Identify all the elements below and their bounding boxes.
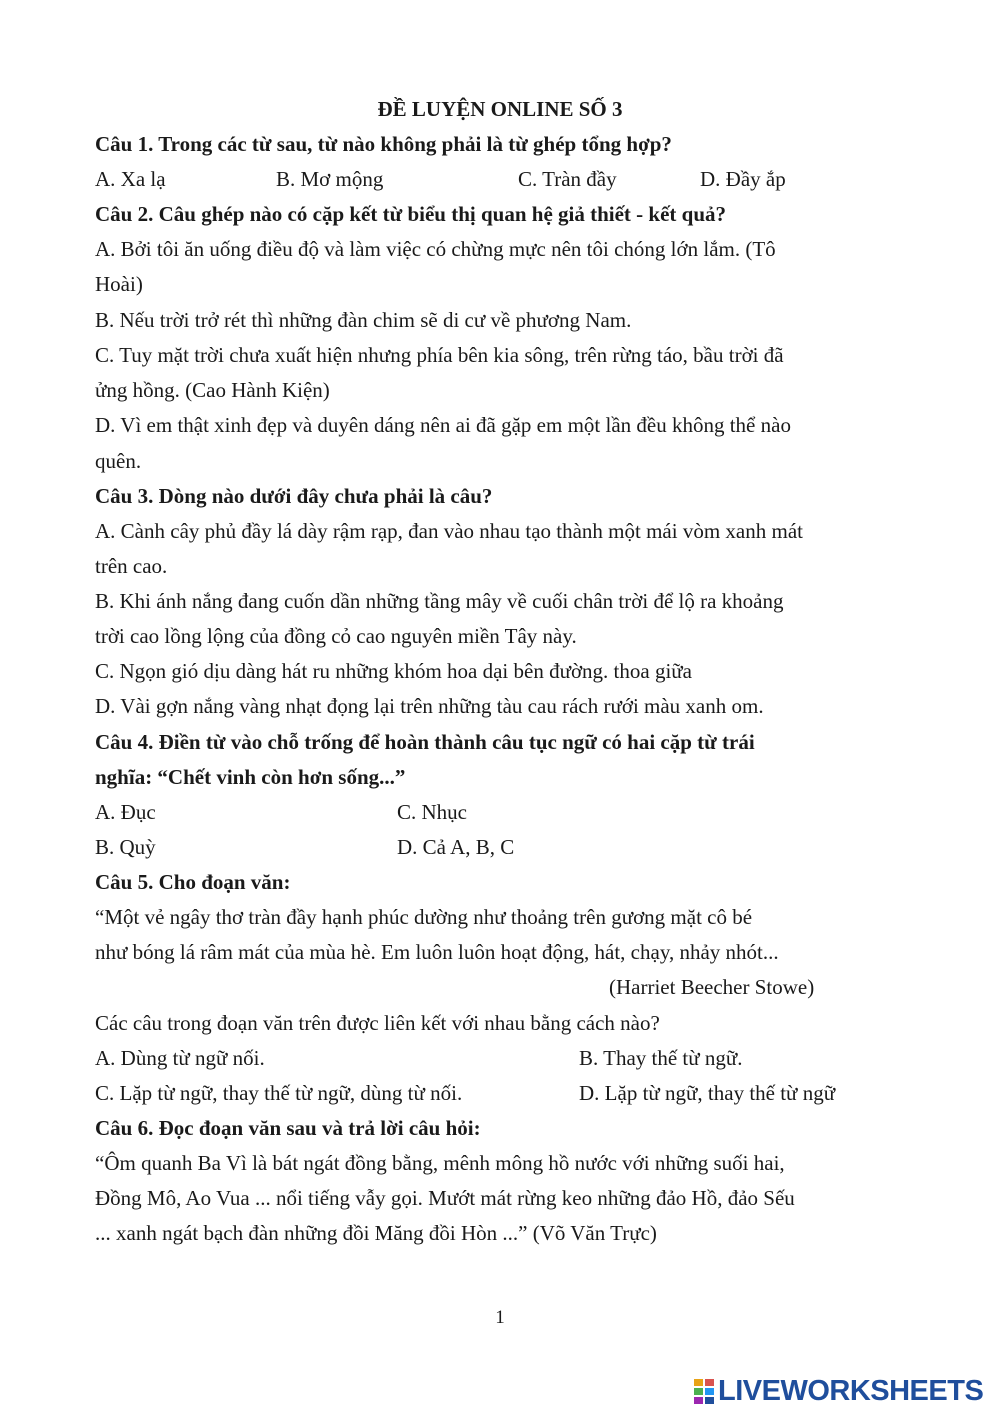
question-2-option-c-cont: ửng hồng. (Cao Hành Kiện) <box>95 378 330 402</box>
question-1-prompt: Câu 1. Trong các từ sau, từ nào không phải là từ ghép tổng hợp? <box>95 132 672 156</box>
question-4-option-c: C. Nhục <box>397 800 467 824</box>
question-3-option-a: A. Cành cây phủ đầy lá dày rậm rạp, đan vào nhau tạo thành một mái vòm xanh mát <box>95 519 803 543</box>
question-5-prompt: Câu 5. Cho đoạn văn: <box>95 870 291 894</box>
question-5-passage: “Một vẻ ngây thơ tràn đầy hạnh phúc dường như thoảng trên gương mặt cô bé <box>95 905 753 929</box>
question-1-option-c: C. Tràn đầy <box>518 167 617 191</box>
question-3-prompt: Câu 3. Dòng nào dưới đây chưa phải là câu? <box>95 484 493 508</box>
question-3-option-b: B. Khi ánh nắng đang cuốn dần những tầng mây về cuối chân trời để lộ ra khoảng <box>95 589 784 613</box>
question-3-option-c: C. Ngọn gió dịu dàng hát ru những khóm hoa dại bên đường. thoa giữa <box>95 659 693 683</box>
question-2-prompt: Câu 2. Câu ghép nào có cặp kết từ biểu thị quan hệ giả thiết - kết quả? <box>95 202 727 226</box>
question-1-option-a: A. Xa lạ <box>95 167 166 191</box>
question-5-question: Các câu trong đoạn văn trên được liên kết với nhau bằng cách nào? <box>95 1011 660 1035</box>
question-2-option-b: B. Nếu trời trở rét thì những đàn chim sẽ di cư về phương Nam. <box>95 308 632 332</box>
question-5-option-c: C. Lặp từ ngữ, thay thế từ ngữ, dùng từ nối. <box>95 1081 463 1105</box>
question-5-option-a: A. Dùng từ ngữ nối. <box>95 1046 265 1070</box>
question-2-option-c: C. Tuy mặt trời chưa xuất hiện nhưng phía bên kia sông, trên rừng táo, bầu trời đã <box>95 343 784 367</box>
question-2-option-a: A. Bởi tôi ăn uống điều độ và làm việc có chừng mực nên tôi chóng lớn lắm. (Tô <box>95 237 776 261</box>
question-5-option-b: B. Thay thế từ ngữ. <box>579 1046 743 1070</box>
question-4-prompt: Câu 4. Điền từ vào chỗ trống để hoàn thành câu tục ngữ có hai cặp từ trái <box>95 730 755 754</box>
question-3-option-d: D. Vài gợn nắng vàng nhạt đọng lại trên những tàu cau rách rưới màu xanh om. <box>95 694 764 718</box>
question-2-option-a-cont: Hoài) <box>95 272 143 296</box>
page-title: ĐỀ LUYỆN ONLINE SỐ 3 <box>377 97 623 121</box>
question-4-option-d: D. Cả A, B, C <box>397 835 515 859</box>
question-2-option-d-cont: quên. <box>95 449 142 473</box>
question-3-option-b-cont: trời cao lồng lộng của đồng cỏ cao nguyên miền Tây này. <box>95 624 577 648</box>
question-5-passage-cont: như bóng lá râm mát của mùa hè. Em luôn luôn hoạt động, hát, chạy, nhảy nhót... <box>95 940 779 964</box>
question-6-prompt: Câu 6. Đọc đoạn văn sau và trả lời câu hỏi: <box>95 1116 481 1140</box>
question-4-option-b: B. Quỳ <box>95 835 156 859</box>
liveworksheets-logo <box>693 1374 983 1408</box>
question-2-option-d: D. Vì em thật xinh đẹp và duyên dáng nên ai đã gặp em một lần đều không thể nào <box>95 413 791 437</box>
liveworksheets-logo-text: LIVEWORKSHEETS <box>718 1375 984 1407</box>
page-number: 1 <box>495 1307 505 1328</box>
question-1-option-b: B. Mơ mộng <box>276 167 384 191</box>
question-3-option-a-cont: trên cao. <box>95 554 168 578</box>
question-4-prompt-cont: nghĩa: “Chết vinh còn hơn sống...” <box>95 765 406 789</box>
question-4-option-a: A. Đục <box>95 800 156 824</box>
question-6-passage-cont: Đồng Mô, Ao Vua ... nổi tiếng vẫy gọi. Mướt mát rừng keo những đảo Hồ, đảo Sếu <box>95 1186 795 1210</box>
question-5-option-d: D. Lặp từ ngữ, thay thế từ ngữ <box>579 1081 836 1105</box>
question-5-source: (Harriet Beecher Stowe) <box>609 975 815 999</box>
question-6-passage: “Ôm quanh Ba Vì là bát ngát đồng bằng, mênh mông hồ nước với những suối hai, <box>95 1151 785 1175</box>
question-6-passage-cont-2: ... xanh ngát bạch đàn những đồi Măng đồi Hòn ...” (Võ Văn Trực) <box>95 1221 657 1245</box>
question-1-option-d: D. Đầy ắp <box>700 167 786 191</box>
liveworksheets-icon <box>693 1377 715 1405</box>
